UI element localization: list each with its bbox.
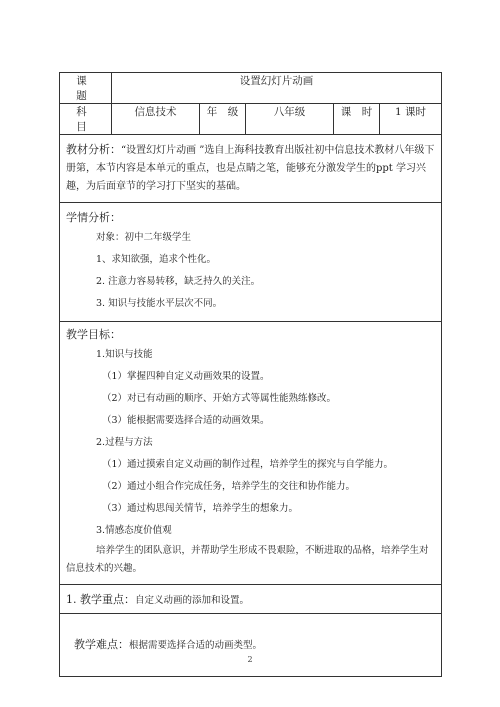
info-row bbox=[60, 104, 442, 135]
difficulty-label: 教学难点： bbox=[74, 638, 129, 651]
subject-label: 科 目 bbox=[60, 104, 112, 135]
key-point-row bbox=[60, 585, 442, 614]
students-block bbox=[60, 203, 441, 321]
emotion-text: 培养学生的团队意识，并帮助学生形成不畏艰险，不断进取的品格，培养学生对信息技术的兴趣。 bbox=[66, 545, 429, 574]
knowledge-item-1: （1）掌握四种自定义动画效果的设置。 bbox=[102, 371, 270, 382]
knowledge-item-2: （2）对已有动画的顺序、开始方式等属性能熟练修改。 bbox=[102, 393, 337, 404]
materials-title: 教材分析： bbox=[66, 143, 121, 156]
materials-row bbox=[60, 135, 442, 203]
hours-value: 1 课时 bbox=[380, 104, 442, 135]
lesson-plan-table bbox=[59, 72, 442, 677]
grade-label: 年 级 bbox=[200, 104, 246, 135]
grade-value: 八年级 bbox=[246, 104, 334, 135]
process-item-2: （2）通过小组合作完成任务，培养学生的交往和协作能力。 bbox=[102, 481, 356, 492]
process-item-1: （1）通过摸索自定义动画的制作过程，培养学生的探究与自学能力。 bbox=[102, 459, 394, 470]
goals-title: 教学目标： bbox=[66, 328, 121, 341]
knowledge-item-3: （3）能根据需要选择合适的动画效果。 bbox=[102, 415, 270, 426]
materials-text: “设置幻灯片动画 ”选自上海科技教育出版社初中信息技术教材八年级下册第，本节内容是本单元的重点，也是点睛之笔，能够充分激发学生的ppt 学习兴趣，为后面章节的学习打下坚实的基础。 bbox=[66, 145, 435, 192]
knowledge-title: 1.知识与技能 bbox=[96, 349, 153, 360]
key-point-line bbox=[60, 591, 441, 607]
process-title: 2.过程与方法 bbox=[96, 437, 153, 448]
students-item-2: 2. 注意力容易转移，缺乏持久的关注。 bbox=[96, 276, 261, 287]
students-title: 学情分析： bbox=[66, 211, 121, 224]
students-item-3: 3. 知识与技能水平层次不同。 bbox=[96, 298, 223, 309]
goals-block bbox=[60, 322, 441, 584]
materials-block bbox=[60, 135, 441, 202]
key-point-label: 1. 教学重点： bbox=[66, 593, 135, 606]
difficulty-text: 根据需要选择合适的动画类型。 bbox=[129, 640, 263, 651]
topic-label: 课 题 bbox=[60, 73, 112, 104]
key-point-text: 自定义动画的添加和设置。 bbox=[135, 595, 250, 606]
goals-row bbox=[60, 322, 442, 585]
students-row bbox=[60, 203, 442, 322]
difficulty-row bbox=[60, 614, 442, 677]
subject-value: 信息技术 bbox=[112, 104, 200, 135]
difficulty-line bbox=[60, 614, 441, 652]
topic-value: 设置幻灯片动画 bbox=[112, 73, 442, 104]
students-target: 对象：初中二年级学生 bbox=[96, 232, 192, 243]
topic-row bbox=[60, 73, 442, 104]
emotion-title: 3.情感态度价值观 bbox=[96, 525, 172, 536]
hours-label: 课 时 bbox=[334, 104, 380, 135]
process-item-3: （3）通过构思闯关情节，培养学生的想象力。 bbox=[102, 503, 299, 514]
students-item-1: 1、求知欲强，追求个性化。 bbox=[96, 254, 217, 265]
page-number: 2 bbox=[247, 655, 253, 664]
